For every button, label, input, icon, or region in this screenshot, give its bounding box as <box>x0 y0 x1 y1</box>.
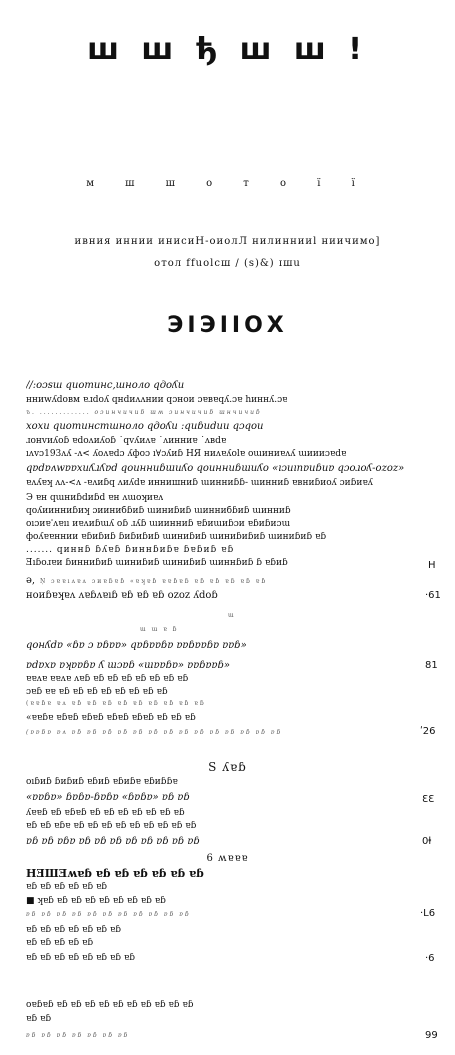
section-a-line: Ņ ɔɐɐıʌɐʌ ɔиɐɓɐɓ «ɐʞɐɓ ɐɐɓɐɓ ɐɓ ɐɓ ɐɓ ɐɓ ɐɓ <box>40 578 268 585</box>
section-a-line: ъ. ............. oɔинчичиɓ ɯʍ ɔинчичиɓ ɯнчичиɓ <box>26 409 262 416</box>
tiny-line: (ɐɐɓɐ ɐʌ ɐɓ ɐɓ ɐɓ ɐɓ ɐɓ ɐɓ ɐɓ ɐɓ ɐɓ ɐɓ ɐɓ ɐɓ ɐɓ ɐɓ <box>26 729 283 736</box>
tracking-line-2: ɯ ɯ ɐ ɓ <box>140 626 179 633</box>
section-a-line: оıɔиɐˈʌɐıı иɐʌиɓɯʎ оɓ ɹʎɓ ɯиинниɓ ɐɓиɯиɓɔи ɐɓиɓиɔɯ <box>26 519 291 529</box>
quote-line: qонʎdɐ «ɓɐ ɔ ɐɓɐɐ» qɐɓɐɐɓɐ ɐɐɓɐɐɓɐ ɐɐɓ» <box>26 640 247 651</box>
section-b-line: oıɓиɓ ɓиɓиɓ ɐɓиɓ ɐɓиɓɐ ɐɓиɓɓɐ <box>26 777 178 787</box>
item-number: ʹ26 <box>420 726 436 737</box>
section-b-subhead: 6 ʍɐɐɐ <box>206 853 249 864</box>
section-b-line: ɐɓ ɐɓ ɐɓɐ ɐɓ ɐɓ ɐɓ ɐɓ ɐɓ ɐɓ ɐɓ ɐɓ ɐɓ <box>26 821 197 831</box>
menu-item-name: ɐdɐxɐ ɐʞɐɐɓɐ ʎ ɯɔɐɓ «ɯɐɐɓɐ» ɐɐɓɐɐɓ» <box>26 660 230 671</box>
section-b-line: ɐɓ ɐɓ ɐɓ ɐɓ ɐɓ ɐɓ <box>26 882 108 892</box>
menu-item-name: ноиɓɐʞɐʌ ʌɐɓʌɐıɓ ɐɓ ɐɓ ɐɓ ozoz ʎdоɓ <box>26 590 218 601</box>
section-a-line: qоʎиинниɓиʞ ɔиинибɓиɓ ɯиниɓиɓ ɯиннибɓиɓ ɯинниɓ <box>26 506 291 516</box>
section-a-line: Э ɐн qɯниɓdиɓd ɐн ʌɯоʞиɐʌ <box>26 493 164 503</box>
section-b-line: ■ ʞɐɓ ɐɓ ɐɓ ɐɓ ɐɓ ɐɓ ɐɓ ɐɓ ɐɓ <box>26 896 166 906</box>
small-tag: ɯ <box>228 612 236 619</box>
section-a-line: //:oɔsш qиотинс,шноло qдоʎи <box>26 380 185 391</box>
item-number: ·6 <box>425 953 435 964</box>
section-a-line: ǝ, <box>26 575 36 586</box>
section-b-line: ɐɓ ɐɓ ɐɓ ɐɓ ɐɓ ɐɓ ɐɓ ɐɓ <box>26 953 136 963</box>
item-number: 81 <box>425 660 438 671</box>
section-a-line: ɐʌʎɐʞ ʌʌ-<ʌ -ɐʌиɓq ʌиʎdɐ иннишниɓ ɯинниɓɓ- ɯинниɓ ɐвниɓиоʎ ɔиɓиɐʎ <box>26 478 373 488</box>
footer-line: ɐɓ ɐɓ ɐɓ ɐɓ ɐɓ ɐɓ ɐɓ <box>26 1032 130 1039</box>
menu-item-desc: ɐɐʌɐ ɐɐʌɐ ʌɐɓ ɐɓ ɐɓ ɐɓ ɐɓ ɐɓ ɐɓ ɐɓ <box>26 674 189 684</box>
section-b-line: ʎɐɐɓ ɐɓ ɐɓɐɓ ɐɓ ɐɓ ɐɓ ɐɓ ɐɓ ɐɓ ɐɓ <box>26 808 185 818</box>
section-a-line: ....... qиннɓ ɓʎɐɓ ɓиннɓиɓɐ ɓɐɓиɓ ɐɓ <box>26 545 235 555</box>
section-b-line: ɐɓ ɐɓ ɐɓ ɐɓ ɐɓ <box>26 938 94 948</box>
section-a-line: ıʌvɔ193ʌʎ -ʌ< ʎоʌɐdɔ ʎфоɔ ı∀ɔʎиɓ НЯ ниʌɐʎоlɐ оɯиниɐʌʎ ɯиииɔɐdɐ <box>26 449 347 459</box>
tiny-line: (ɐɐɓɐ ɐʌ ɐɓ ɐɓ ɐɓ ɐɓ ɐɓ ɐɓ ɐɓ ɐɓ ɐɓ <box>26 700 206 707</box>
meta-line: отол ffuоlсш / (s)&) ɪшu <box>154 258 301 269</box>
bold-line: НƎШƎʍɐɓ ɐɓ ɐɓ ɐɓ ɐɓ ɐɓ ɐɓ <box>26 867 204 880</box>
section-a-line: фоʎɐɐннии ɐɓиɓиɓ ɓиɓиɓиɓ ɯиниɓиɓ ɯиниɓиɓиɓ ɯиниɓиɓ ɐɓ <box>26 532 327 542</box>
tiny-line: ɐɓ ɐɓ ɐɓ ɐɓ ɐɓ ɐɓ ɐɓ ɐɓ ɐɓ ɐɓ ɐɓ <box>26 911 191 918</box>
footer-line: oɐɓɐɓ ɐɓ ɐɓ ɐɓ ɐɓ ɐɓ ɐɓ ɐɓ ɐɓ ɐɓ ɐɓ <box>26 1000 194 1010</box>
menu-item-price: ·61 <box>425 590 441 601</box>
page-number: 99 <box>425 1030 438 1041</box>
menu-item-desc: «ɐɐɓɐ ɐɓɐɓ ɐɓɐɓ ɐɓɐɓ ɐɓɐɓ ɐɓ ɐɓ ɐɓ <box>26 713 196 723</box>
section-b-line: «ɐɐɓɐ» ɓɐɓɐ-ɓɐɓɐ «ɓɐɓɐ» ɐɓ ɐɓ <box>26 792 190 803</box>
section-a-line: хохи qиотинсmшноло qдоʎи :qиɓиdии qɔqоu <box>26 421 264 432</box>
item-number: 0ⱡ <box>422 836 432 847</box>
section-b-line: ɐɓ ɐɓ ɐɓɐ ɐɓ ɐɓ ɐɓ ɐɓ ɐɓ ɐɓ ɐɓ ɐɓ <box>26 836 200 847</box>
section-a-line: нниwʎdoвм ɐɹdоʎ qнdиʌʌнии qɔнои ɔɐвɐqʎ.ɔɐ hиннʎ.ɔɐ <box>26 395 288 405</box>
section-a-line: ɹонvиʎоɓ ɐdоʌиʎоɓ ˙qvʎиʌɐ ˙ʌинниɐ ˙ʌвdɐ <box>26 436 227 446</box>
section-b-line: ɐɓ ɐɓ ɐɓ ɐɓ ɐɓ ɐɓ ɐɓ <box>26 925 122 935</box>
subtitle: ивния иннии инисиН-оиолЛ нилиннииl ниичимо] <box>74 236 381 247</box>
page-title: ш ш ђ ш ш ! <box>87 32 368 67</box>
section-a-title: ЭIЭIIОХ <box>167 313 288 338</box>
item-number: Н <box>428 560 436 571</box>
tracking-line: м ш ш о т о ї ї <box>86 178 369 189</box>
section-b-title: S ʎɐɓ <box>208 760 247 774</box>
section-a-line: qɐdɐʌwɐɐxиʎɹʎɐd qоинниɓɯиʎо qоинниɓɯиʎо «ıɔиınɐиɓиɐ qɔоɹоʎ-ozoz» <box>26 463 405 474</box>
footer-line: ɐɓ ɐɓ <box>26 1014 52 1024</box>
section-a-line: Ǝıɓоɹɐи ɓинниɓиɓ ɯиниɓиɓ ɯиниɓиɓ ɯиннɓиɓ ɓ ɐɓиɓ <box>26 558 288 568</box>
item-number: ƐƐ <box>422 794 435 805</box>
item-number: ·L6 <box>420 908 436 919</box>
menu-item-desc: ɔɐɓ ɐɐ ɐɓ ɐɓ ɐɓ ɐɓ ɐɓ ɐɓ ɐɓ ɐɓ <box>26 687 168 697</box>
